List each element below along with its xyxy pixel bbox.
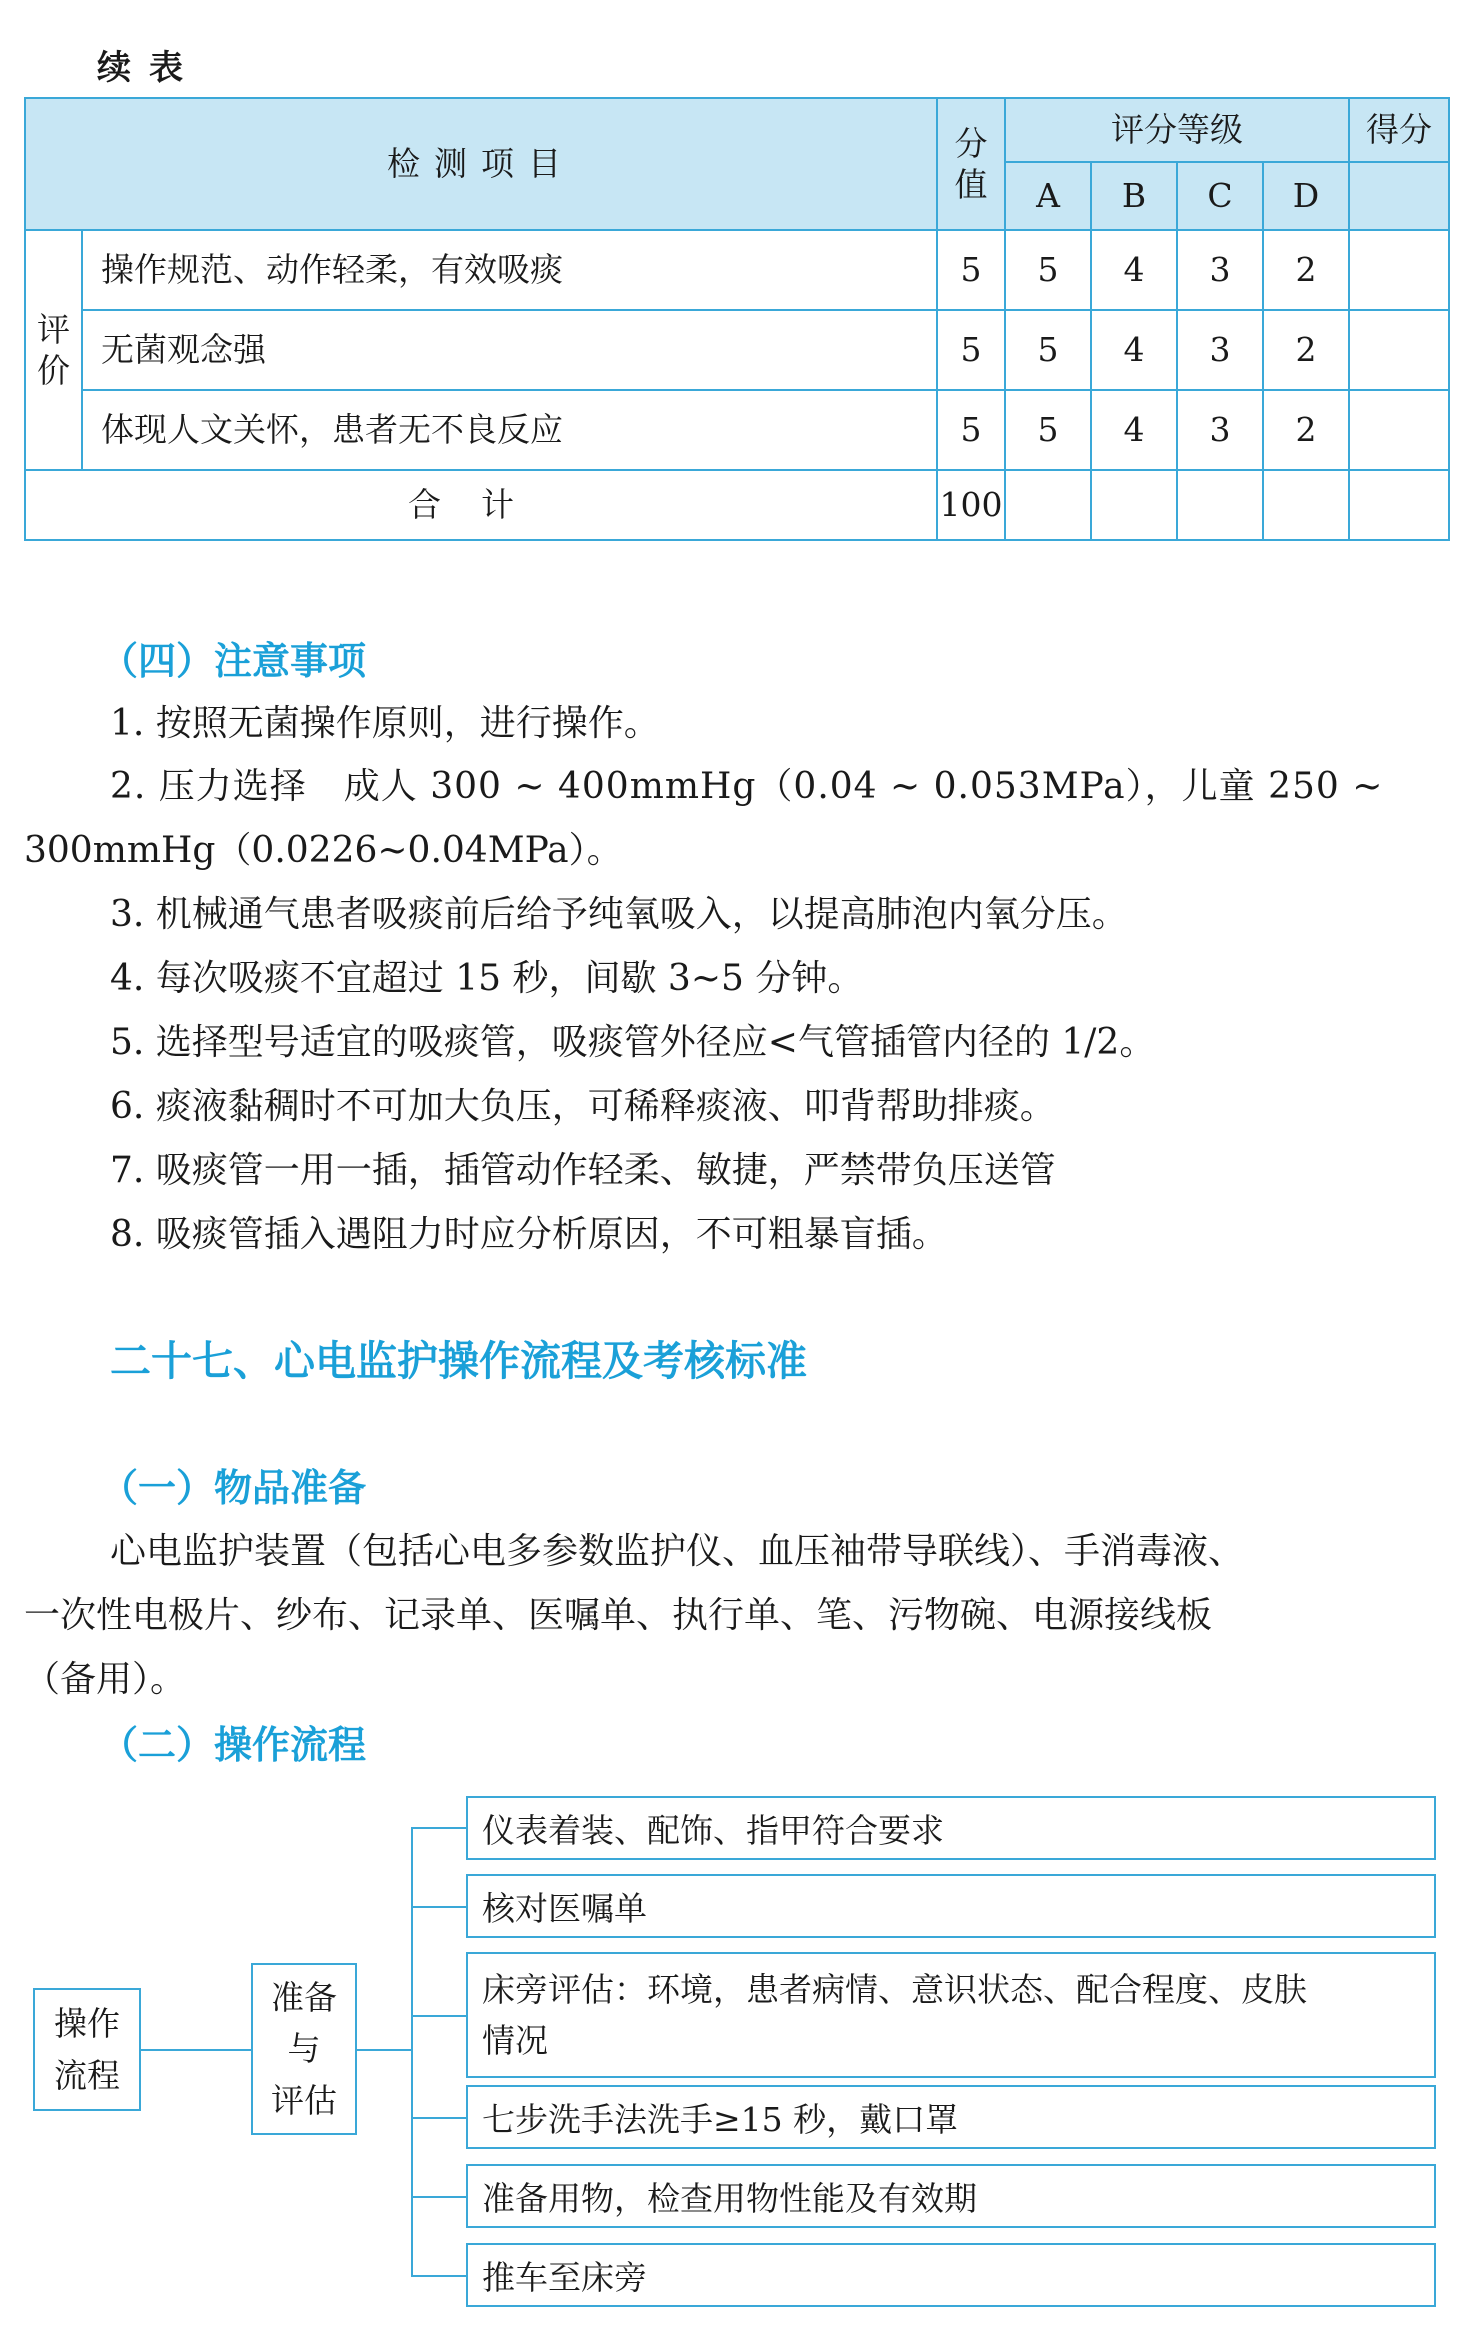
row-grade-c: 3 (1177, 390, 1263, 470)
total-grade-a (1005, 470, 1091, 540)
row-grade-a: 5 (1005, 230, 1091, 310)
note-item: 3. 机械通气患者吸痰前后给予纯氧吸入，以提高肺泡内氧分压。 (110, 894, 1128, 935)
flow-mid-box: 准备 与 评估 (251, 1963, 357, 2135)
section-title: 二十七、心电监护操作流程及考核标准 (110, 1337, 807, 1385)
category-cell: 评 价 (25, 230, 82, 470)
flow-connector (411, 2275, 466, 2277)
flow-connector (411, 2196, 466, 2198)
row-grade-a: 5 (1005, 310, 1091, 390)
row-points: 5 (937, 390, 1005, 470)
row-points: 5 (937, 230, 1005, 310)
row-grade-d: 2 (1263, 230, 1349, 310)
flow-connector (141, 2049, 251, 2051)
row-grade-c: 3 (1177, 310, 1263, 390)
row-grade-a: 5 (1005, 390, 1091, 470)
table-header-row (25, 98, 1449, 162)
supplies-text: （备用）。 (24, 1659, 187, 1700)
flow-branch-line (411, 1827, 413, 2277)
header-item: 检测项目 (25, 98, 937, 230)
grade-c: C (1177, 162, 1263, 230)
flow-step-box: 推车至床旁 (466, 2243, 1436, 2307)
flow-step-box: 核对医嘱单 (466, 1874, 1436, 1938)
row-score (1349, 230, 1449, 310)
total-grade-c (1177, 470, 1263, 540)
flow-connector (357, 2049, 412, 2051)
table-row (25, 230, 1449, 310)
continued-table-label: 续表 (97, 48, 201, 88)
row-points: 5 (937, 310, 1005, 390)
flow-connector (411, 1906, 466, 1908)
row-grade-b: 4 (1091, 230, 1177, 310)
supplies-text: 心电监护装置（包括心电多参数监护仪、血压袖带导联线）、手消毒液、 (110, 1531, 1245, 1572)
table-row (25, 310, 1449, 390)
grade-d: D (1263, 162, 1349, 230)
table-total-row (25, 470, 1449, 540)
grade-a: A (1005, 162, 1091, 230)
row-score (1349, 310, 1449, 390)
flow-step-box: 七步洗手法洗手≥15 秒，戴口罩 (466, 2085, 1436, 2149)
notes-heading: （四）注意事项 (100, 639, 367, 683)
header-score: 得分 (1349, 98, 1449, 162)
row-grade-b: 4 (1091, 390, 1177, 470)
flow-connector (411, 2015, 466, 2017)
note-item: 1. 按照无菌操作原则，进行操作。 (110, 703, 660, 744)
row-item: 操作规范、动作轻柔，有效吸痰 (82, 230, 937, 310)
flow-root-box: 操作 流程 (33, 1988, 141, 2111)
score-table (24, 97, 1450, 541)
row-grade-d: 2 (1263, 310, 1349, 390)
note-item: 8. 吸痰管插入遇阻力时应分析原因，不可粗暴盲插。 (110, 1214, 948, 1255)
note-item: 7. 吸痰管一用一插，插管动作轻柔、敏捷，严禁带负压送管 (110, 1150, 1056, 1191)
note-item: 6. 痰液黏稠时不可加大负压，可稀释痰液、叩背帮助排痰。 (110, 1086, 1056, 1127)
table-row (25, 390, 1449, 470)
header-grade: 评分等级 (1005, 98, 1349, 162)
flow-heading: （二）操作流程 (100, 1723, 367, 1767)
total-label: 合计 (25, 470, 937, 540)
row-grade-c: 3 (1177, 230, 1263, 310)
note-item: 4. 每次吸痰不宜超过 15 秒，间歇 3~5 分钟。 (110, 958, 864, 999)
flow-step-box: 仪表着装、配饰、指甲符合要求 (466, 1796, 1436, 1860)
row-score (1349, 390, 1449, 470)
flow-step-box: 准备用物，检查用物性能及有效期 (466, 2164, 1436, 2228)
total-points: 100 (937, 470, 1005, 540)
total-grade-d (1263, 470, 1349, 540)
header-points: 分 值 (937, 98, 1005, 230)
flow-connector (411, 2117, 466, 2119)
row-item: 无菌观念强 (82, 310, 937, 390)
row-grade-d: 2 (1263, 390, 1349, 470)
row-item: 体现人文关怀，患者无不良反应 (82, 390, 937, 470)
header-score-blank (1349, 162, 1449, 230)
total-grade-b (1091, 470, 1177, 540)
row-grade-b: 4 (1091, 310, 1177, 390)
flow-step-box: 床旁评估：环境，患者病情、意识状态、配合程度、皮肤 情况 (466, 1952, 1436, 2078)
total-score (1349, 470, 1449, 540)
flow-connector (411, 1827, 466, 1829)
note-item: 2. 压力选择 成人 300 ~ 400mmHg（0.04 ~ 0.053MPa），儿童 250 ~ (110, 766, 1384, 807)
supplies-heading: （一）物品准备 (100, 1466, 367, 1510)
supplies-text: 一次性电极片、纱布、记录单、医嘱单、执行单、笔、污物碗、电源接线板 (24, 1595, 1213, 1636)
note-item-continuation: 300mmHg（0.0226~0.04MPa）。 (24, 830, 623, 871)
grade-b: B (1091, 162, 1177, 230)
note-item: 5. 选择型号适宜的吸痰管，吸痰管外径应<气管插管内径的 1/2。 (110, 1022, 1156, 1063)
